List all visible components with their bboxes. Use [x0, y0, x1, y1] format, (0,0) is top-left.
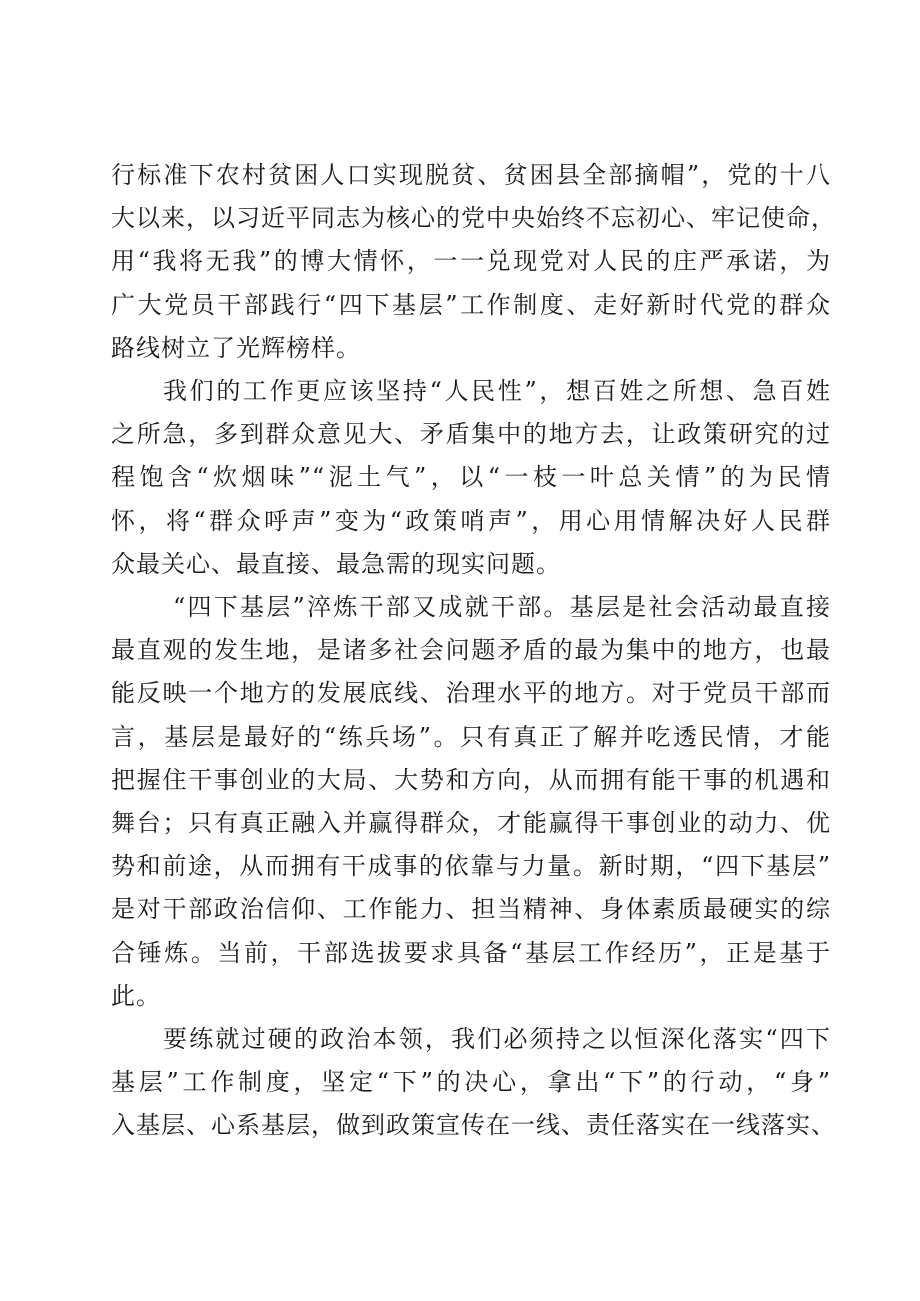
- text-line: 我们的工作更应该坚持“人民性”，想百姓之所想、急百姓: [163, 377, 831, 406]
- text-line: 要练就过硬的政治本领，我们必须持之以恒深化落实“四下: [163, 1025, 831, 1054]
- document-body: [111, 154, 836, 1148]
- text-line: 此。: [111, 981, 161, 1010]
- text-line: 大以来，以习近平同志为核心的党中央始终不忘初心、牢记使命，: [111, 204, 836, 233]
- text-line: 众最关心、最直接、最急需的现实问题。: [111, 549, 561, 578]
- text-line: “四下基层”淬炼干部又成就干部。基层是社会活动最直接: [173, 593, 831, 622]
- paragraph-2: [111, 370, 831, 586]
- text-line: 用“我将无我”的博大情怀，一一兑现党对人民的庄严承诺，为: [111, 247, 831, 276]
- text-line: 把握住干事创业的大局、大势和方向，从而拥有能干事的机遇和: [111, 765, 831, 794]
- text-line: 广大党员干部践行“四下基层”工作制度、走好新时代党的群众: [111, 290, 831, 319]
- paragraph-4: [111, 1018, 836, 1148]
- text-line: 能反映一个地方的发展底线、治理水平的地方。对于党员干部而: [111, 679, 831, 708]
- text-line: 行标准下农村贫困人口实现脱贫、贫困县全部摘帽”，党的十八: [111, 161, 831, 189]
- paragraph-1: [111, 154, 836, 370]
- text-line: 路线树立了光辉榜样。: [111, 333, 361, 362]
- text-line: 是对干部政治信仰、工作能力、担当精神、身体素质最硬实的综: [111, 895, 831, 924]
- text-line: 怀，将“群众呼声”变为“政策哨声”，用心用情解决好人民群: [111, 506, 831, 535]
- paragraph-3: [111, 586, 831, 1018]
- text-line: 基层”工作制度，坚定“下”的决心，拿出“下”的行动，“身”: [111, 1068, 831, 1097]
- text-line: 之所急，多到群众意见大、矛盾集中的地方去，让政策研究的过: [111, 420, 831, 449]
- text-line: 言，基层是最好的“练兵场”。只有真正了解并吃透民情，才能: [111, 722, 831, 751]
- text-line: 入基层、心系基层，做到政策宣传在一线、责任落实在一线落实、: [111, 1111, 836, 1140]
- text-line: 势和前途，从而拥有干成事的依靠与力量。新时期，“四下基层”: [111, 852, 831, 881]
- text-line: 程饱含“炊烟味”“泥土气”，以“一枝一叶总关情”的为民情: [111, 463, 831, 492]
- text-line: 合锤炼。当前，干部选拔要求具备“基层工作经历”，正是基于: [111, 938, 831, 967]
- text-line: 舞台；只有真正融入并赢得群众，才能赢得干事创业的动力、优: [111, 809, 831, 838]
- text-line: 最直观的发生地，是诸多社会问题矛盾的最为集中的地方，也最: [111, 636, 831, 665]
